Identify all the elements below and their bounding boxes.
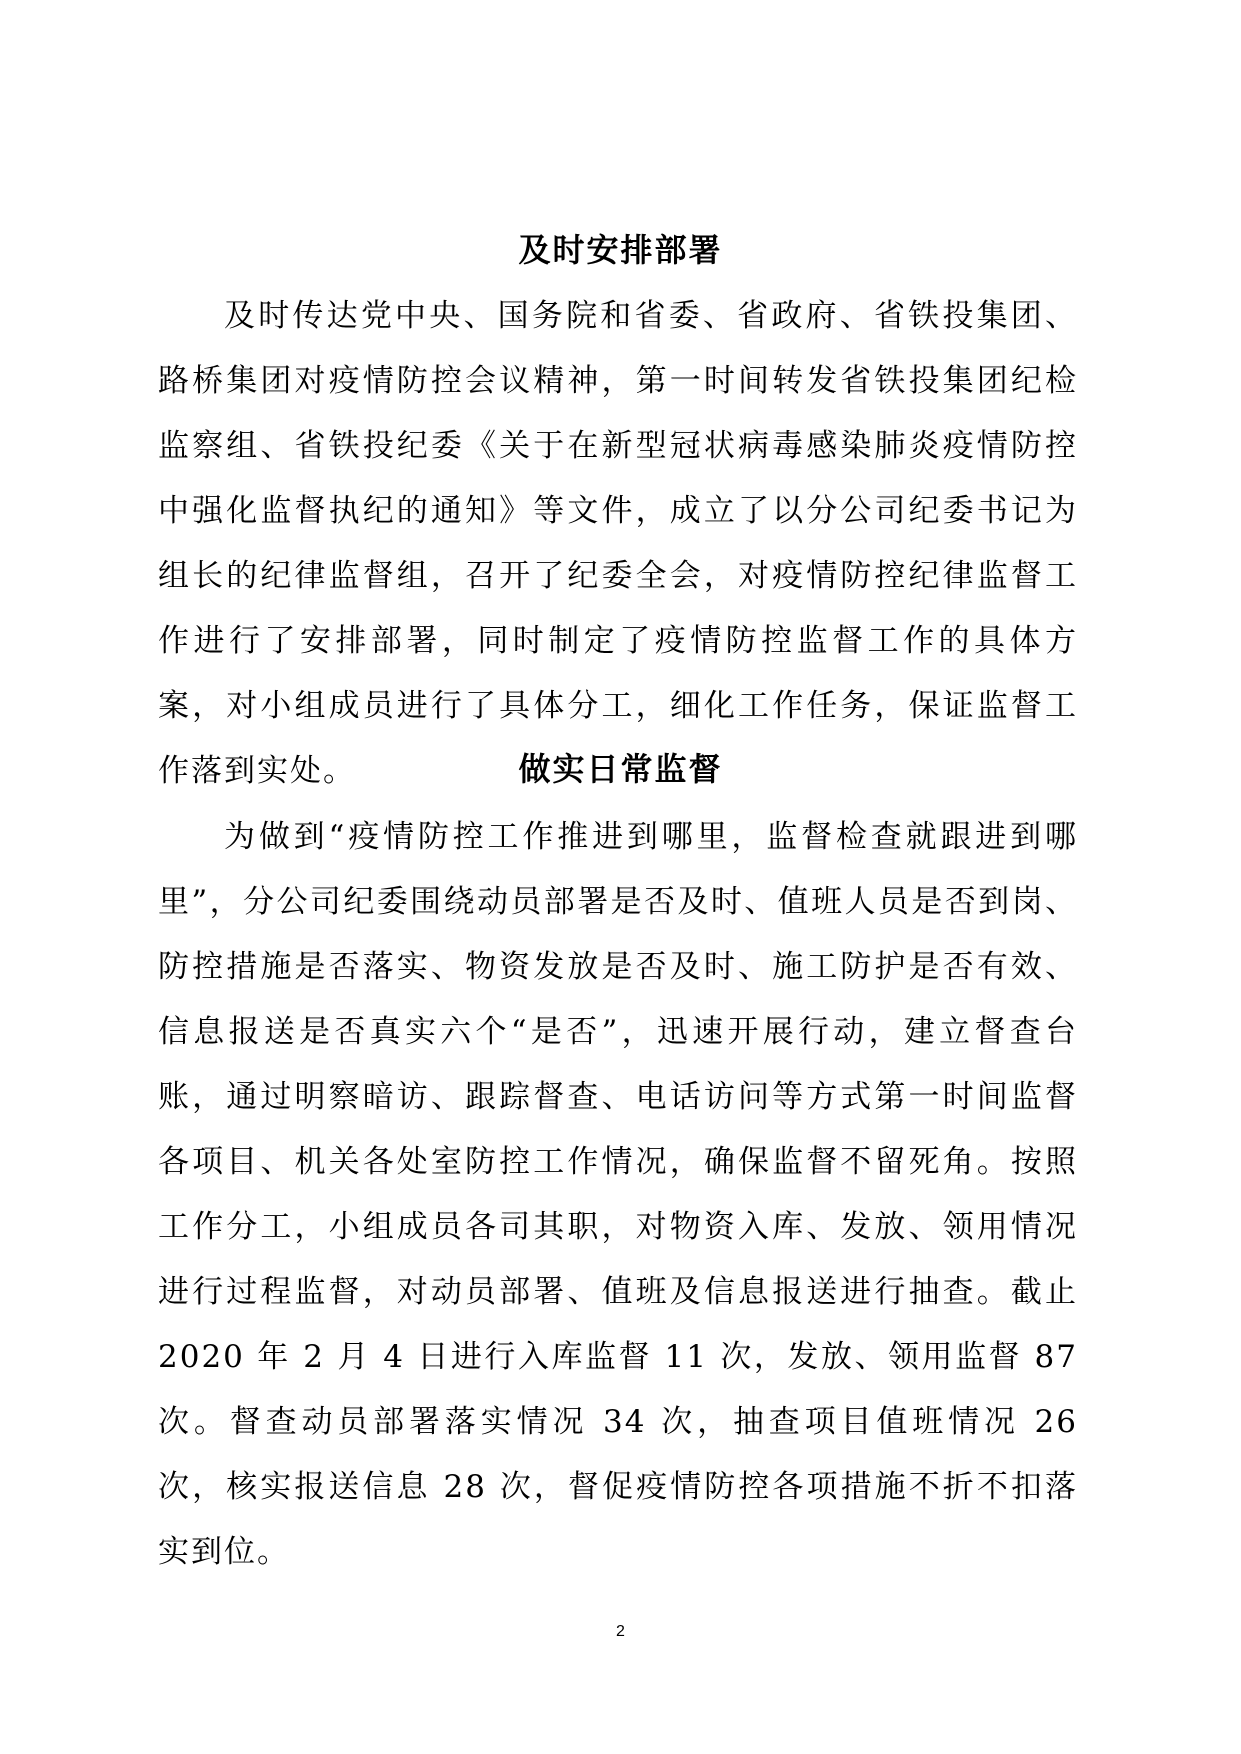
section-heading-timely-deployment: 及时安排部署 <box>518 231 723 269</box>
section-body-timely-deployment: 及时传达党中央、国务院和省委、省政府、省铁投集团、路桥集团对疫情防控会议精神，第一时间转发省铁投集团纪检监察组、省铁投纪委《关于在新型冠状病毒感染肺炎疫情防控中强化监督执纪的通知》等文件，成立了以分公司纪委书记为组长的纪律监督组，召开了纪委全会，对疫情防控纪律监督工作进行了安排部署，同时制定了疫情防控监督工作的具体方案，对小组成员进行了具体分工，细化工作任务，保证监督工作落到实处。 <box>158 298 1078 789</box>
section-body-daily-supervision: 为做到“疫情防控工作推进到哪里，监督检查就跟进到哪里”，分公司纪委围绕动员部署是否及时、值班人员是否到岗、防控措施是否落实、物资发放是否及时、施工防护是否有效、信息报送是否真实六个“是否”，迅速开展行动，建立督查台账，通过明察暗访、跟踪督查、电话访问等方式第一时间监督各项目、机关各处室防控工作情况，确保监督不留死角。按照工作分工，小组成员各司其职，对物资入库、发放、领用情况进行过程监督，对动员部署、值班及信息报送进行抽查。截止 2020 年 2 月 4 日进行入库监督 11 次，发放、领用监督 87 次。督查动员部署落实情况 34 次，抽查项目值班情况 26 次，核实报送信息 28 次，督促疫情防控各项措施不折不扣落实到位。 <box>158 819 1078 1570</box>
page-number: 2 <box>616 1623 625 1640</box>
section-heading-daily-supervision: 做实日常监督 <box>518 750 723 788</box>
